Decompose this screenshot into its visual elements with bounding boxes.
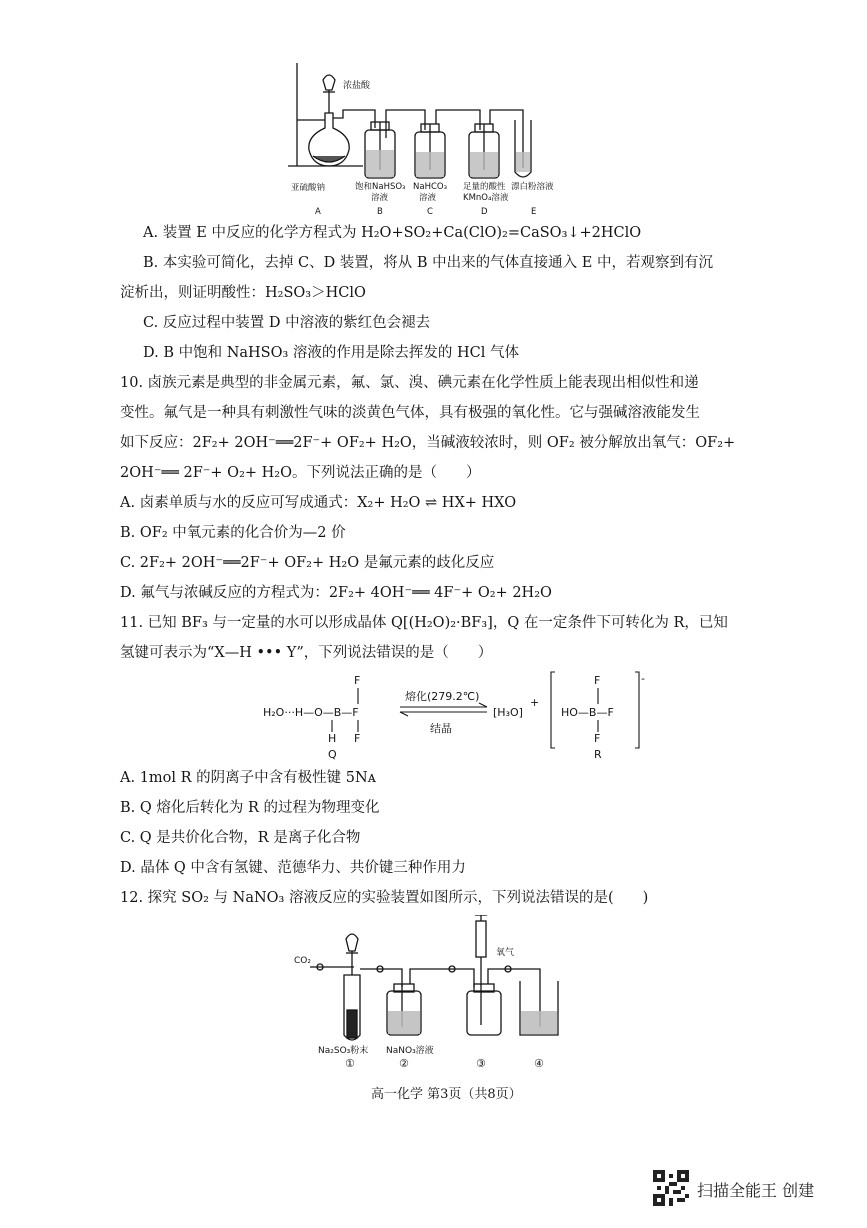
q9-option-b-line2: 淀析出，则证明酸性：H₂SO₃＞HClO — [120, 285, 366, 301]
q-bottom-h: H — [328, 732, 337, 745]
label-2: ② — [399, 1057, 409, 1070]
q9-option-a: A. 装置 E 中反应的化学方程式为 H₂O+SO₂+Ca(ClO)₂=CaSO₃↓+2HClO — [143, 225, 642, 241]
label-b-name1: 饱和NaHSO₃ — [355, 182, 406, 192]
q9-option-b-line1: B. 本实验可简化，去掉 C、D 装置，将从 B 中出来的气体直接通入 E 中，若观察到有沉 — [143, 255, 713, 271]
label-e-name: 漂白粉溶液 — [511, 182, 554, 192]
label-a: A — [315, 207, 321, 217]
q11-stem-line2: 氢键可表示为“X—H ••• Y”，下列说法错误的是（ ） — [120, 645, 493, 661]
label-a-name: 亚硫酸钠 — [291, 183, 326, 193]
r-top-f: F — [594, 674, 601, 687]
label-c: C — [427, 207, 433, 217]
label-conc-hcl: 浓盐酸 — [343, 81, 371, 91]
q10-option-b: B. OF₂ 中氧元素的化合价为—2 价 — [120, 525, 346, 541]
q9-option-c: C. 反应过程中装置 D 中溶液的紫红色会褪去 — [143, 315, 431, 331]
r-structure-text: HO—B—F — [561, 706, 614, 719]
r-bottom-f: F — [594, 732, 601, 745]
q9-option-d: D. B 中饱和 NaHSO₃ 溶液的作用是除去挥发的 HCl 气体 — [143, 345, 520, 361]
q-structure-text: H₂O···H—O—B—F — [263, 706, 359, 719]
label-4: ④ — [534, 1057, 544, 1070]
qr-code-icon — [653, 1170, 689, 1206]
label-1: ① — [345, 1057, 355, 1070]
q10-stem-line1: 10. 卤族元素是典型的非金属元素，氟、氯、溴、碘元素在化学性质上能表现出相似性和递 — [120, 375, 699, 391]
q-bottom-f: F — [354, 732, 361, 745]
label-d-name2: KMnO₄溶液 — [463, 193, 509, 203]
label-d-name1: 足量的酸性 — [463, 182, 506, 192]
label-na2so3: Na₂SO₃粉末 — [318, 1046, 369, 1056]
label-e: E — [531, 207, 537, 217]
label-c-name1: NaHCO₃ — [413, 182, 447, 192]
q-label: Q — [328, 748, 337, 761]
melt-label: 熔化(279.2℃) — [405, 690, 480, 703]
q9-apparatus-figure — [285, 58, 575, 218]
label-oxygen: 氧气 — [496, 948, 515, 958]
q11-option-a: A. 1mol R 的阴离子中含有极性键 5Nᴀ — [120, 770, 376, 786]
page-footer: 高一化学 第3页（共8页） — [371, 1087, 522, 1102]
q10-option-a: A. 卤素单质与水的反应可写成通式：X₂+ H₂O ⇌ HX+ HXO — [120, 495, 517, 511]
scanner-watermark: 扫描全能王 创建 — [697, 1181, 815, 1200]
q12-apparatus-figure — [290, 915, 580, 1075]
q11-structure-figure — [255, 664, 655, 762]
label-d: D — [481, 207, 488, 217]
q-top-f: F — [354, 674, 361, 687]
q11-option-d: D. 晶体 Q 中含有氢键、范德华力、共价键三种作用力 — [120, 860, 466, 876]
label-nano3: NaNO₃溶液 — [386, 1046, 434, 1056]
minus-charge: - — [641, 672, 645, 685]
cryst-label: 结晶 — [430, 722, 452, 735]
q12-stem: 12. 探究 SO₂ 与 NaNO₃ 溶液反应的实验装置如图所示，下列说法错误的是( ) — [120, 890, 649, 906]
q11-stem-line1: 11. 已知 BF₃ 与一定量的水可以形成晶体 Q[(H₂O)₂·BF₃]，Q 在一定条件下可转化为 R，已知 — [120, 615, 728, 631]
h3o-ion: [H₃O] — [493, 706, 523, 719]
label-b: B — [377, 207, 383, 217]
label-co2: CO₂ — [294, 956, 311, 966]
q10-stem-line3: 如下反应：2F₂+ 2OH⁻══2F⁻+ OF₂+ H₂O，当碱液较浓时，则 OF₂ 被分解放出氧气：OF₂+ — [120, 435, 736, 451]
q10-option-d: D. 氟气与浓碱反应的方程式为：2F₂+ 4OH⁻══ 4F⁻+ O₂+ 2H₂O — [120, 585, 552, 601]
q10-stem-line4: 2OH⁻══ 2F⁻+ O₂+ H₂O。下列说法正确的是（ ） — [120, 465, 481, 481]
q11-option-b: B. Q 熔化后转化为 R 的过程为物理变化 — [120, 800, 380, 816]
r-label: R — [594, 748, 602, 761]
label-3: ③ — [476, 1057, 486, 1070]
q10-option-c: C. 2F₂+ 2OH⁻══2F⁻+ OF₂+ H₂O 是氟元素的歧化反应 — [120, 555, 495, 571]
plus-charge: + — [530, 696, 540, 709]
q11-option-c: C. Q 是共价化合物，R 是离子化合物 — [120, 830, 361, 846]
q10-stem-line2: 变性。氟气是一种具有刺激性气味的淡黄色气体，具有极强的氧化性。它与强碱溶液能发生 — [120, 405, 700, 421]
label-c-name2: 溶液 — [419, 193, 437, 203]
label-b-name2: 溶液 — [371, 193, 389, 203]
